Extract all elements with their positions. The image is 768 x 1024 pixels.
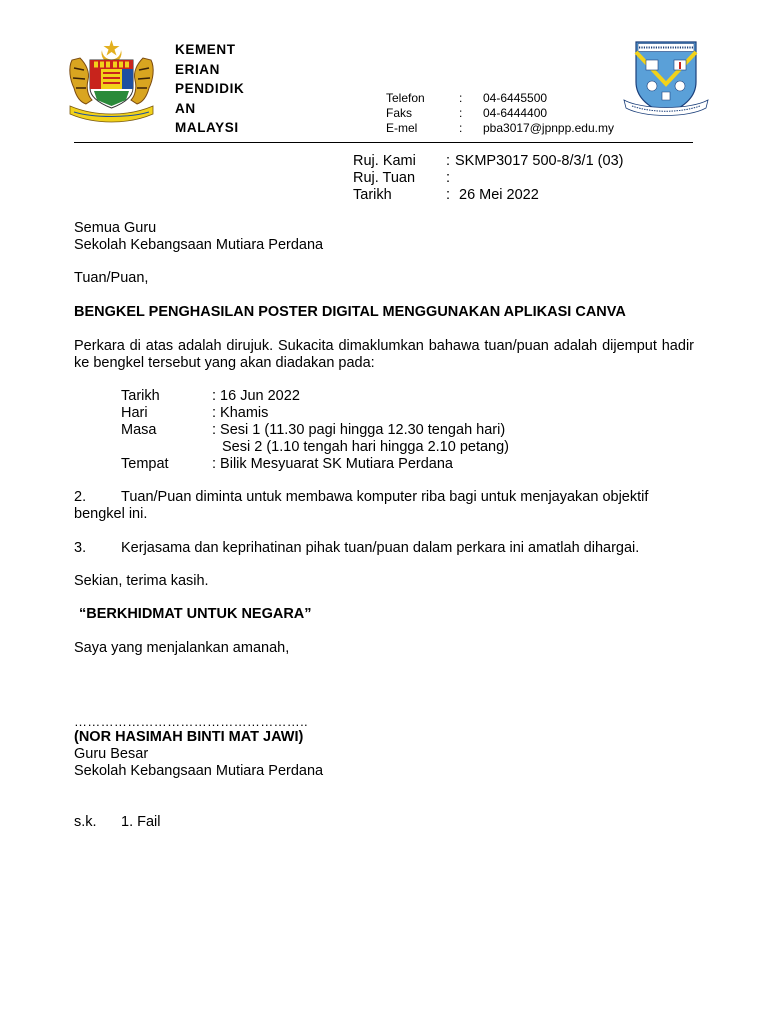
- ministry-line: ERIAN: [175, 61, 221, 77]
- coat-of-arms-logo: [64, 38, 159, 124]
- point-2-text: Tuan/Puan diminta untuk membawa komputer riba bagi untuk menjayakan objektif: [121, 489, 649, 505]
- ref-tuan-label: Ruj. Tuan: [353, 170, 416, 186]
- point-2-number: 2.: [74, 489, 87, 505]
- trust-line: Saya yang menjalankan amanah,: [74, 640, 290, 656]
- closing-line: Sekian, terima kasih.: [74, 573, 209, 589]
- sk-item: 1. Fail: [121, 814, 161, 830]
- contact-telefon-sep: :: [459, 91, 463, 105]
- detail-label: Masa: [121, 422, 157, 438]
- detail-value: Sesi 2 (1.10 tengah hari hingga 2.10 petang): [222, 439, 509, 455]
- intro-paragraph: Perkara di atas adalah dirujuk. Sukacita dimaklumkan bahawa tuan/puan adalah dijemput hadir ke bengkel tersebut yang akan diadakan pada:: [74, 338, 694, 371]
- contact-email-value[interactable]: pba3017@jpnpp.edu.my: [483, 121, 614, 135]
- ref-tarikh-value: 26 Mei 2022: [459, 187, 539, 203]
- ministry-line: KEMENT: [175, 42, 236, 57]
- point-3-number: 3.: [74, 540, 87, 556]
- detail-value: : 16 Jun 2022: [212, 388, 300, 404]
- ref-kami-label: Ruj. Kami: [353, 153, 416, 169]
- signatory-name: (NOR HASIMAH BINTI MAT JAWI): [74, 729, 304, 745]
- detail-label: Hari: [121, 405, 148, 421]
- detail-label: Tarikh: [121, 388, 160, 404]
- detail-value: : Bilik Mesyuarat SK Mutiara Perdana: [212, 456, 453, 472]
- ministry-line: PENDIDIK: [175, 81, 245, 96]
- school-logo: [622, 38, 710, 126]
- letterhead-divider: [74, 142, 693, 143]
- ministry-name: [175, 40, 244, 138]
- ref-kami-sep: :: [446, 153, 451, 169]
- salutation: Tuan/Puan,: [74, 270, 149, 286]
- contact-faks-sep: :: [459, 106, 463, 120]
- contact-faks-label: Faks: [386, 106, 413, 120]
- ref-tuan-sep: :: [446, 170, 451, 186]
- contact-telefon-label: Telefon: [386, 91, 425, 105]
- ref-tarikh-label: Tarikh: [353, 187, 392, 203]
- sk-label: s.k.: [74, 814, 97, 830]
- signatory-title: Guru Besar: [74, 746, 149, 762]
- detail-value: : Sesi 1 (11.30 pagi hingga 12.30 tengah hari): [212, 422, 506, 438]
- contact-telefon-value: 04-6445500: [483, 91, 548, 105]
- ministry-line: AN: [175, 100, 196, 116]
- ministry-line: MALAYSI: [175, 120, 239, 135]
- signature-line: ……………………………………………..: [74, 714, 308, 729]
- detail-label: Tempat: [121, 456, 169, 472]
- point-2-continuation: bengkel ini.: [74, 506, 148, 522]
- contact-email-label: E-mel: [386, 121, 418, 135]
- contact-faks-value: 04-6444400: [483, 106, 548, 120]
- motto: “BERKHIDMAT UNTUK NEGARA”: [79, 606, 312, 622]
- letter-subject: BENGKEL PENGHASILAN POSTER DIGITAL MENGGUNAKAN APLIKASI CANVA: [74, 304, 626, 320]
- recipient-line: Sekolah Kebangsaan Mutiara Perdana: [74, 237, 324, 253]
- detail-value: : Khamis: [212, 405, 269, 421]
- contact-email-sep: :: [459, 121, 463, 135]
- point-3-text: Kerjasama dan keprihatinan pihak tuan/puan dalam perkara ini amatlah dihargai.: [121, 540, 640, 556]
- ref-kami-value: SKMP3017 500-8/3/1 (03): [455, 153, 624, 169]
- ref-tarikh-sep: :: [446, 187, 451, 203]
- recipient-line: Semua Guru: [74, 220, 157, 236]
- signatory-school: Sekolah Kebangsaan Mutiara Perdana: [74, 763, 324, 779]
